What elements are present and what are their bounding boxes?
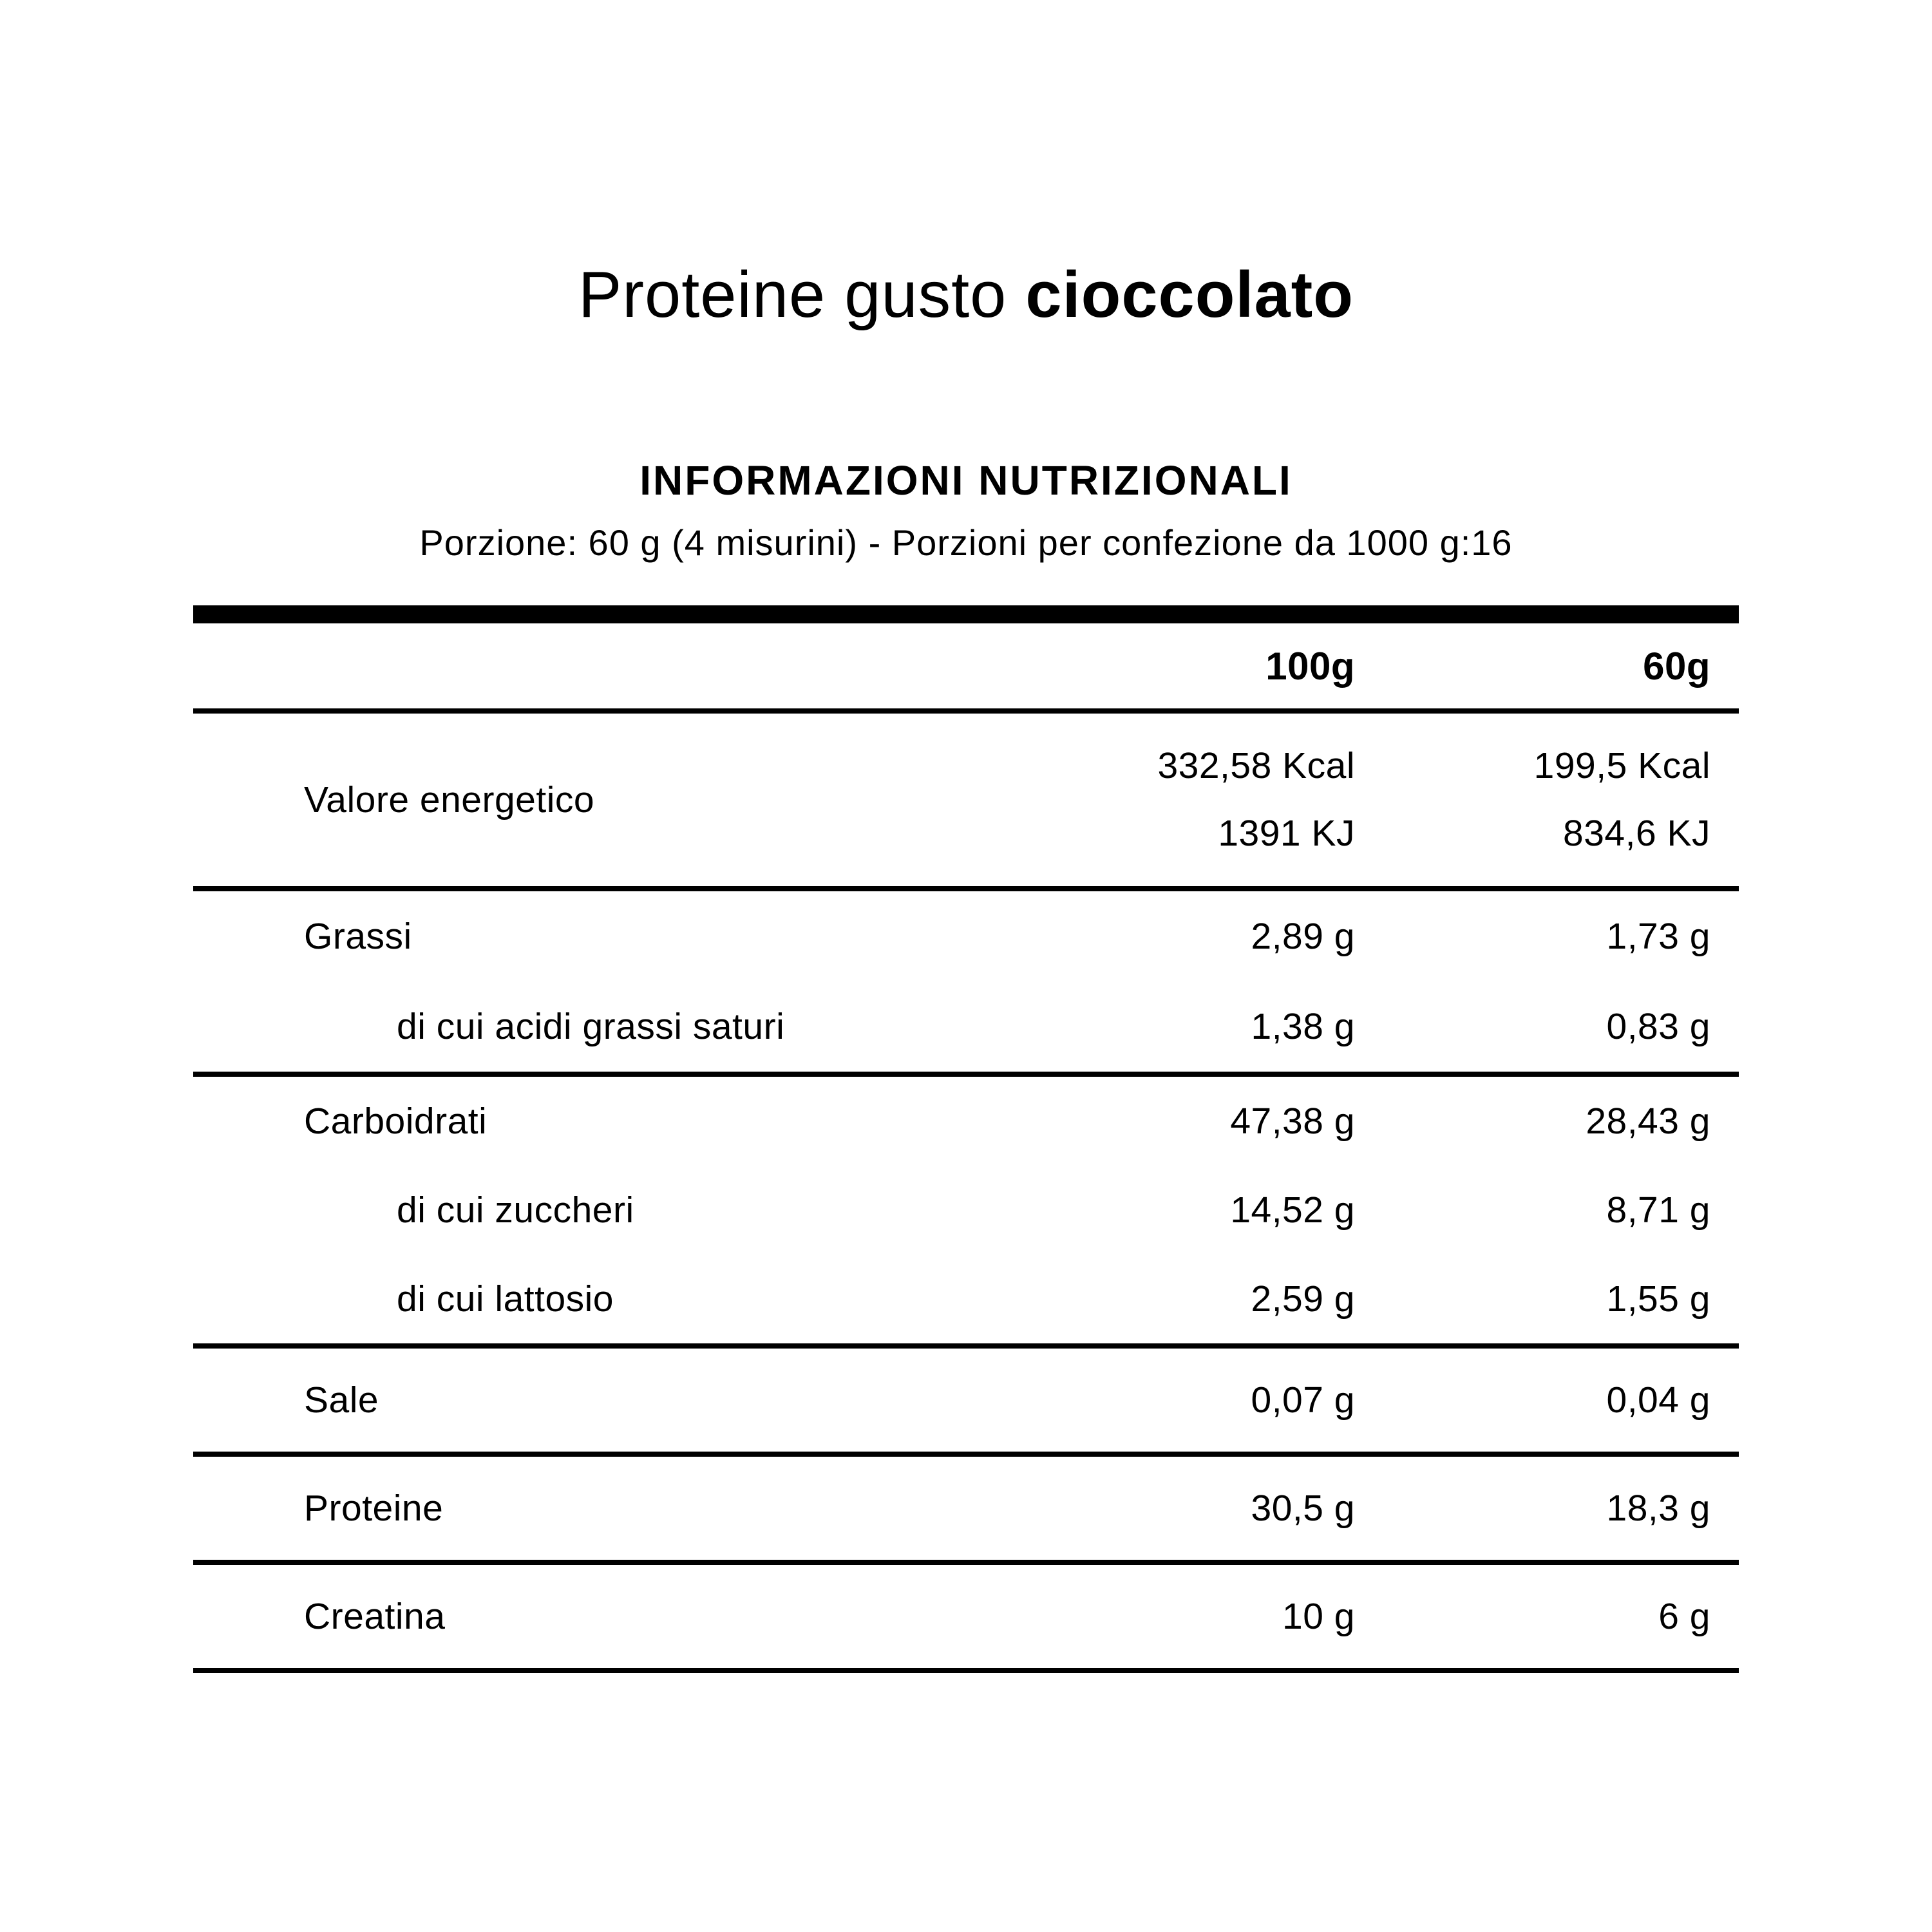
row-label: di cui zuccheri <box>397 1189 634 1231</box>
product-title-flavor: cioccolato <box>1025 259 1354 331</box>
row-label: Carboidrati <box>304 1101 488 1142</box>
separator-line-bottom <box>193 1668 1739 1673</box>
value-100g: 2,89 g <box>1251 916 1355 957</box>
value-60g: 8,71 g <box>1606 1189 1710 1231</box>
table-row-lattosio <box>193 1255 1739 1343</box>
separator-line <box>193 1452 1739 1457</box>
value-100g: 47,38 g <box>1230 1101 1355 1142</box>
value-60g: 0,83 g <box>1606 1006 1710 1047</box>
column-header-60g: 60g <box>1643 644 1710 688</box>
row-label: Proteine <box>304 1488 444 1529</box>
separator-line <box>193 886 1739 891</box>
value-100g: 10 g <box>1282 1596 1355 1637</box>
value-100g: 14,52 g <box>1230 1189 1355 1231</box>
energy-values-60g <box>1355 714 1710 886</box>
value-60g: 0,04 g <box>1606 1379 1710 1421</box>
product-title-regular: Proteine gusto <box>578 259 1026 331</box>
value-100g: 0,07 g <box>1251 1379 1355 1421</box>
nutrition-heading: INFORMAZIONI NUTRIZIONALI <box>639 457 1293 504</box>
value-60g: 1,55 g <box>1606 1278 1710 1320</box>
row-label: di cui lattosio <box>397 1278 614 1320</box>
separator-line <box>193 1343 1739 1349</box>
table-header-row <box>193 623 1739 708</box>
energy-kj-60g: 834,6 KJ <box>1563 813 1710 854</box>
separator-line <box>193 1072 1739 1077</box>
energy-kj-100g: 1391 KJ <box>1218 813 1355 854</box>
value-60g: 1,73 g <box>1606 916 1710 957</box>
product-title <box>0 256 1932 334</box>
table-row-proteine <box>193 1457 1739 1560</box>
row-label: di cui acidi grassi saturi <box>397 1006 785 1047</box>
table-row-carboidrati <box>193 1077 1739 1166</box>
table-row-energy <box>193 714 1739 886</box>
column-header-100g: 100g <box>1265 644 1355 688</box>
serving-info: Porzione: 60 g (4 misurini) - Porzioni per confezione da 1000 g:16 <box>419 522 1513 563</box>
table-row-grassi <box>193 891 1739 981</box>
table-row-zuccheri <box>193 1166 1739 1255</box>
row-label: Valore energetico <box>304 779 595 820</box>
table-row-creatina <box>193 1565 1739 1668</box>
row-label: Creatina <box>304 1596 446 1637</box>
value-60g: 6 g <box>1658 1596 1710 1637</box>
table-row-grassi-saturi <box>193 981 1739 1072</box>
energy-kcal-60g: 199,5 Kcal <box>1533 745 1710 786</box>
value-100g: 2,59 g <box>1251 1278 1355 1320</box>
energy-kcal-100g: 332,58 Kcal <box>1157 745 1355 786</box>
separator-line <box>193 708 1739 714</box>
table-row-sale <box>193 1349 1739 1452</box>
value-60g: 18,3 g <box>1606 1488 1710 1529</box>
row-label: Sale <box>304 1379 379 1421</box>
row-label: Grassi <box>304 916 412 957</box>
value-100g: 1,38 g <box>1251 1006 1355 1047</box>
value-60g: 28,43 g <box>1586 1101 1710 1142</box>
nutrition-table <box>193 605 1739 1673</box>
value-100g: 30,5 g <box>1251 1488 1355 1529</box>
table-top-bar <box>193 605 1739 623</box>
energy-values-100g <box>969 714 1355 886</box>
separator-line <box>193 1560 1739 1565</box>
